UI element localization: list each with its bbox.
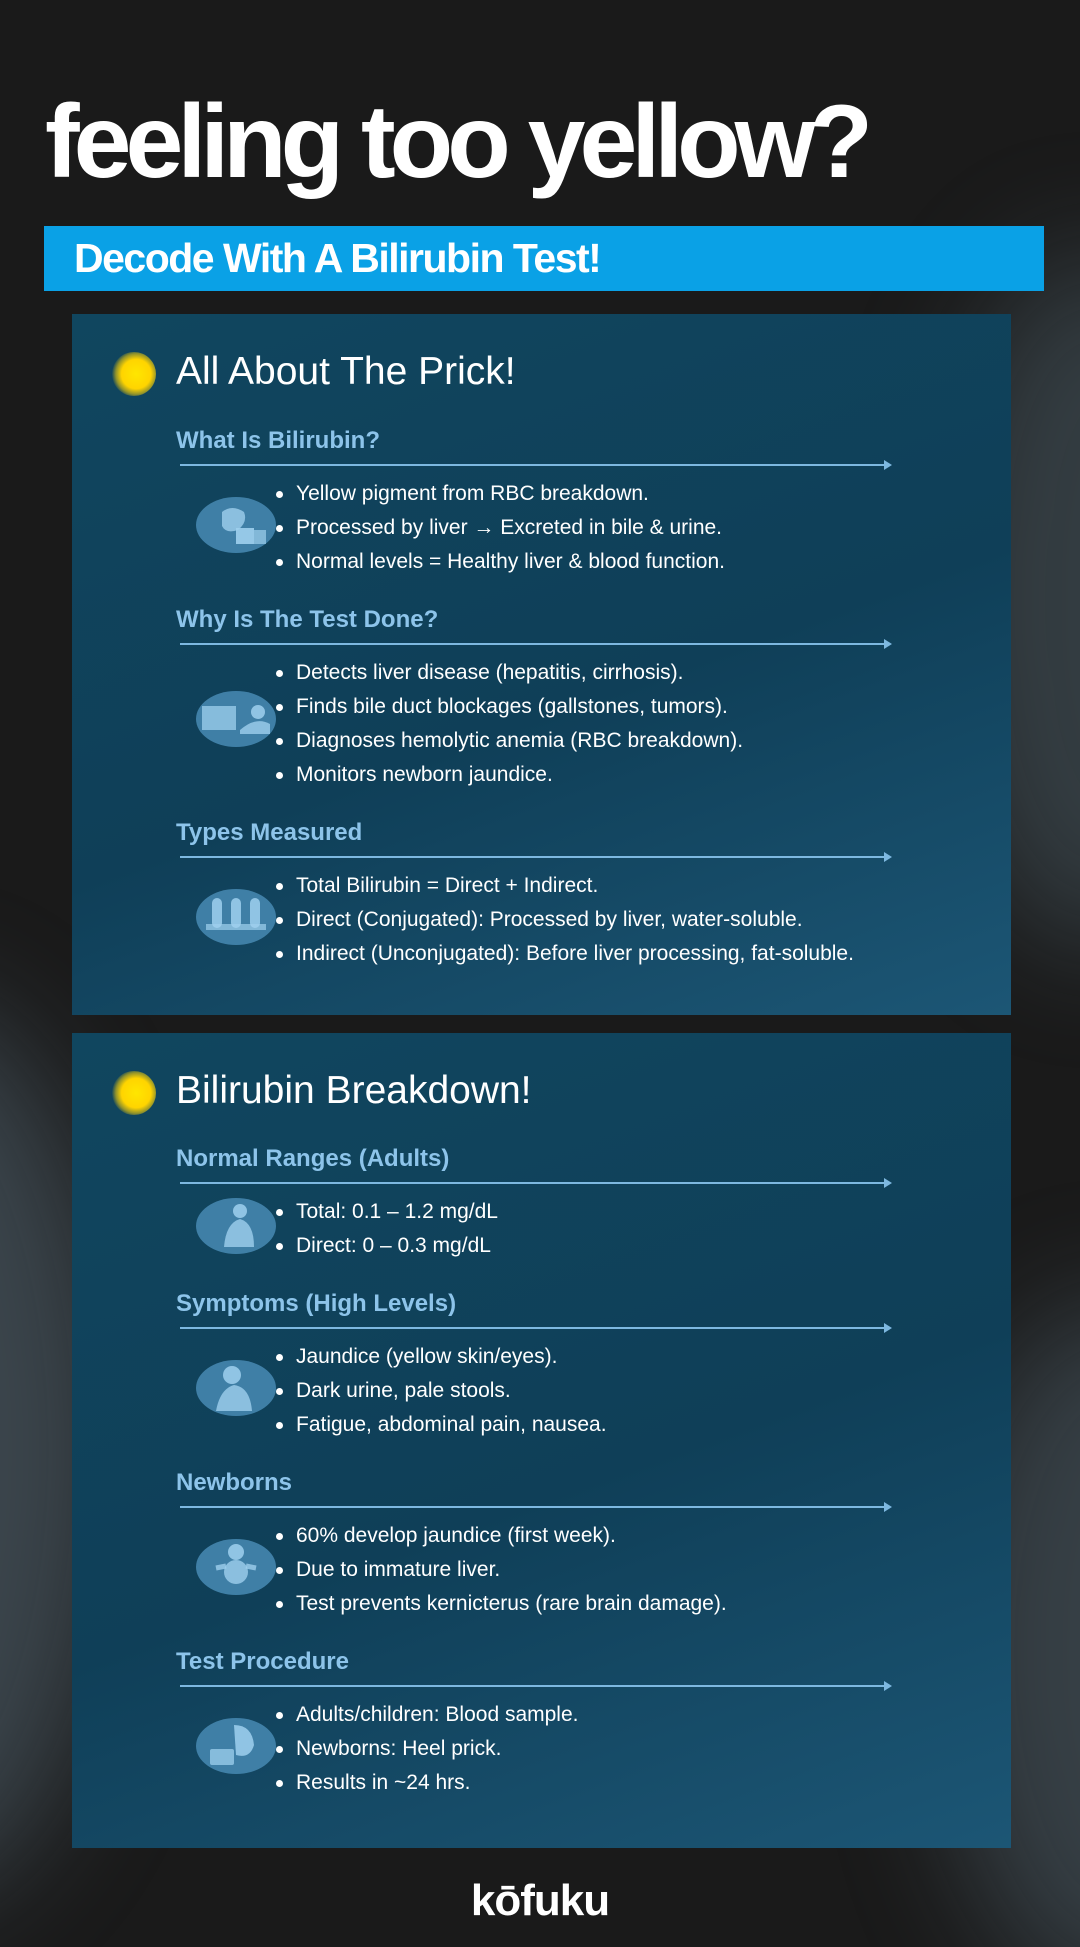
list-item: Diagnoses hemolytic anemia (RBC breakdown). — [274, 724, 743, 758]
page-title: feeling too yellow? — [45, 84, 868, 200]
arrow-divider — [180, 464, 890, 466]
arrow-divider — [180, 1182, 890, 1184]
list-item: 60% develop jaundice (first week). — [274, 1519, 727, 1553]
arrow-divider — [180, 1327, 890, 1329]
arrow-divider — [180, 1685, 890, 1687]
yellow-dot-icon — [112, 1071, 156, 1115]
list-item: Dark urine, pale stools. — [274, 1374, 607, 1408]
list-item: Yellow pigment from RBC breakdown. — [274, 477, 725, 511]
section-heading: Test Procedure — [176, 1648, 349, 1675]
yellow-dot-icon — [112, 352, 156, 396]
list-item: Indirect (Unconjugated): Before liver processing, fat-soluble. — [274, 937, 854, 971]
bullet-list — [274, 477, 725, 579]
list-item: Fatigue, abdominal pain, nausea. — [274, 1408, 607, 1442]
doctor-icon — [196, 1197, 276, 1255]
list-item: Total: 0.1 – 1.2 mg/dL — [274, 1195, 498, 1229]
list-item: Normal levels = Healthy liver & blood function. — [274, 545, 725, 579]
bullet-list — [274, 869, 854, 971]
section-heading: Why Is The Test Done? — [176, 606, 439, 633]
list-item: Direct: 0 – 0.3 mg/dL — [274, 1229, 498, 1263]
arrow-divider — [180, 643, 890, 645]
list-item: Direct (Conjugated): Processed by liver, water-soluble. — [274, 903, 854, 937]
section-heading: Types Measured — [176, 819, 363, 846]
list-item: Adults/children: Blood sample. — [274, 1698, 579, 1732]
list-item: Due to immature liver. — [274, 1553, 727, 1587]
list-item: Jaundice (yellow skin/eyes). — [274, 1340, 607, 1374]
list-item: Monitors newborn jaundice. — [274, 758, 743, 792]
list-item: Processed by liver → Excreted in bile & urine. — [274, 511, 725, 545]
banner-text: Decode With A Bilirubin Test! — [74, 235, 601, 281]
list-item: Total Bilirubin = Direct + Indirect. — [274, 869, 854, 903]
section-heading: Newborns — [176, 1469, 293, 1496]
baby-icon — [196, 1538, 276, 1596]
list-item: Test prevents kernicterus (rare brain damage). — [274, 1587, 727, 1621]
section-heading: Normal Ranges (Adults) — [176, 1145, 450, 1172]
card-bilirubin-breakdown — [72, 1033, 1011, 1848]
heel-prick-icon — [196, 1717, 276, 1775]
list-item: Results in ~24 hrs. — [274, 1766, 579, 1800]
liver-icon — [196, 496, 276, 554]
list-item: Finds bile duct blockages (gallstones, tumors). — [274, 690, 743, 724]
arrow-divider — [180, 856, 890, 858]
bullet-list — [274, 1698, 579, 1800]
card-title: Bilirubin Breakdown! — [176, 1069, 532, 1112]
card-title: All About The Prick! — [176, 350, 516, 393]
sick-person-icon — [196, 1359, 276, 1417]
card-all-about-the-prick — [72, 314, 1011, 1015]
bullet-list — [274, 1340, 607, 1442]
section-heading: What Is Bilirubin? — [176, 427, 380, 454]
section-heading: Symptoms (High Levels) — [176, 1290, 457, 1317]
subtitle-banner — [44, 226, 1044, 291]
test-tubes-icon — [196, 888, 276, 946]
bullet-list — [274, 656, 743, 792]
list-item: Newborns: Heel prick. — [274, 1732, 579, 1766]
bullet-list — [274, 1195, 498, 1263]
doctor-desk-icon — [196, 690, 276, 748]
brand-logo: kōfuku — [470, 1876, 610, 1925]
arrow-divider — [180, 1506, 890, 1508]
bullet-list — [274, 1519, 727, 1621]
list-item: Detects liver disease (hepatitis, cirrhosis). — [274, 656, 743, 690]
